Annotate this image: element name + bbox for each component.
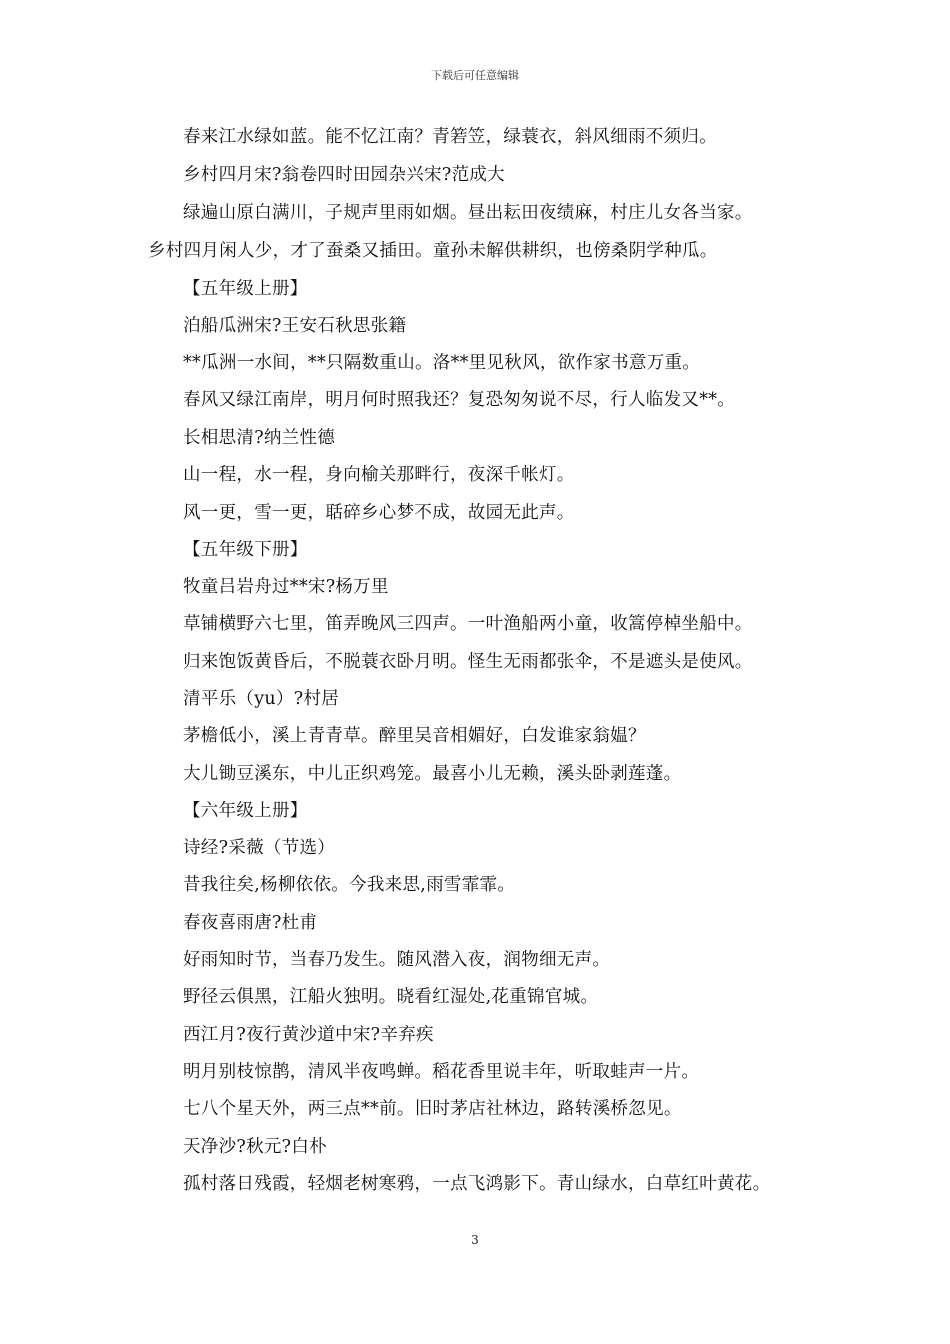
poem-title: 西江月?夜行黄沙道中宋?辛弃疾: [183, 1025, 434, 1045]
text-line: 乡村四月闲人少，才了蚕桑又插田。童孙未解供耕织，也傍桑阴学种瓜。: [148, 241, 718, 261]
poem-title: 诗经?采薇（节选）: [183, 838, 336, 858]
text-line: 七八个星天外，两三点**前。旧时茅店社林边，路转溪桥忽见。: [183, 1099, 682, 1119]
poem-title: 长相思清?纳兰性德: [183, 428, 336, 448]
page-header: 下载后可任意编辑: [431, 69, 519, 82]
text-line: 春风又绿江南岸，明月何时照我还？复恐匆匆说不尽，行人临发又**。: [183, 390, 736, 410]
section-heading: 【五年级下册】: [183, 540, 308, 560]
section-heading: 【五年级上册】: [183, 279, 308, 299]
poem-title: 牧童吕岩舟过**宋?杨万里: [183, 577, 389, 597]
page-number: 3: [471, 1233, 479, 1247]
text-line: 野径云俱黑，江船火独明。晓看红湿处,花重锦官城。: [183, 987, 599, 1007]
poem-title: 泊船瓜洲宋?王安石秋思张籍: [183, 316, 407, 336]
text-line: 孤村落日残霞，轻烟老树寒鸦，一点飞鸿影下。青山绿水，白草红叶黄花。: [183, 1174, 771, 1194]
poem-title: 清平乐（yu）?村居: [183, 689, 340, 709]
text-line: 春来江水绿如蓝。能不忆江南？青箬笠，绿蓑衣，斜风细雨不须归。: [183, 127, 717, 147]
text-line: 明月别枝惊鹊，清风半夜鸣蝉。稻花香里说丰年，听取蛙声一片。: [183, 1062, 700, 1082]
text-line: **瓜洲一水间，**只隔数重山。洛**里见秋风，欲作家书意万重。: [183, 353, 701, 373]
text-line: 绿遍山原白满川，子规声里雨如烟。昼出耘田夜绩麻，村庄儿女各当家。: [183, 203, 753, 223]
text-line: 山一程，水一程，身向榆关那畔行，夜深千帐灯。: [183, 465, 575, 485]
poem-title: 天净沙?秋元?白朴: [183, 1137, 327, 1157]
poem-title: 乡村四月宋?翁卷四时田园杂兴宋?范成大: [183, 165, 505, 185]
text-line: 茅檐低小，溪上青青草。醉里吴音相媚好，白发谁家翁媪？: [183, 726, 646, 746]
text-line: 大儿锄豆溪东，中儿正织鸡笼。最喜小儿无赖，溪头卧剥莲蓬。: [183, 764, 682, 784]
text-line: 昔我往矣,杨柳依依。今我来思,雨雪霏霏。: [183, 875, 516, 895]
text-line: 归来饱饭黄昏后，不脱蓑衣卧月明。怪生无雨都张伞，不是遮头是使风。: [183, 652, 753, 672]
text-line: 好雨知时节，当春乃发生。随风潜入夜，润物细无声。: [183, 950, 611, 970]
poem-title: 春夜喜雨唐?杜甫: [183, 913, 318, 933]
text-line: 草铺横野六七里，笛弄晚风三四声。一叶渔船两小童，收篙停棹坐船中。: [183, 614, 753, 634]
text-line: 风一更，雪一更，聒碎乡心梦不成，故园无此声。: [183, 503, 575, 523]
section-heading: 【六年级上册】: [183, 801, 308, 821]
